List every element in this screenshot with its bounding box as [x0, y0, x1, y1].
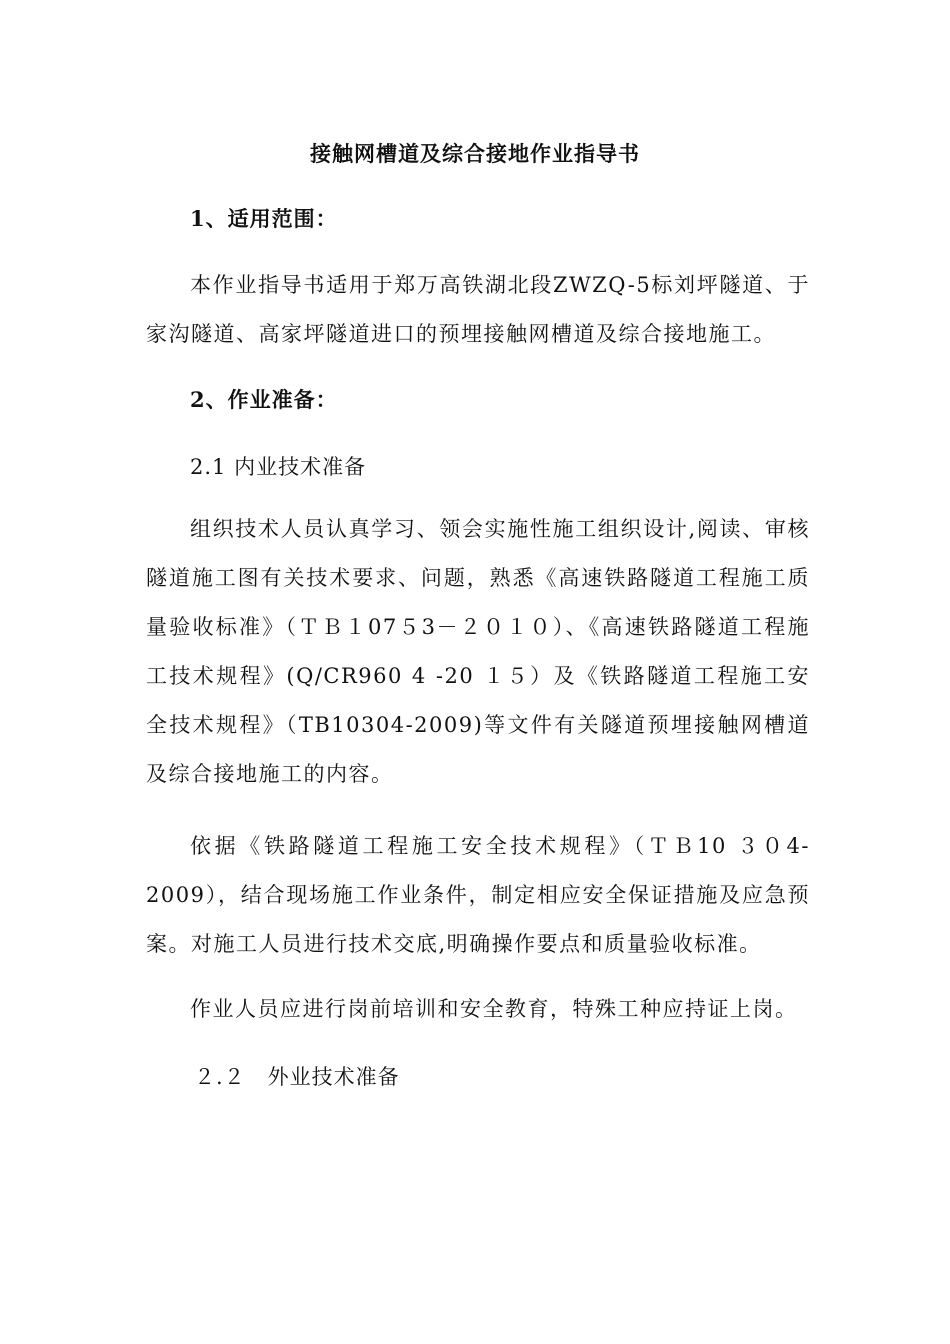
section-2-heading: 2、作业准备： [190, 387, 338, 412]
section-2-2-heading: ２.２ 外业技术准备 [194, 1065, 400, 1089]
section-2-1-paragraph-3: 作业人员应进行岗前培训和安全教育，特殊工种应持证上岗。 [190, 997, 798, 1021]
document-title: 接触网槽道及综合接地作业指导书 [310, 141, 640, 166]
section-1-heading: 1、适用范围： [190, 206, 338, 231]
section-1-paragraph: 本作业指导书适用于郑万高铁湖北段ZWZQ-5标刘坪隧道、于家沟隧道、高家坪隧道进口的预埋接触网槽道及综合接地施工。 [146, 273, 810, 346]
section-2-1-paragraph-1: 组织技术人员认真学习、领会实施性施工组织设计,阅读、审核隧道施工图有关技术要求、问题，熟悉《高速铁路隧道工程施工质量验收标准》（ＴＢ１07５3－２０１０）、《高速铁路隧道工程施工技术规程》(Q/CR960 4 -20 １５）及《铁路隧道工程施工安全技术规程》（TB10304-2009)等文件有关隧道预埋接触网槽道及综合接地施工的内容。 [146, 517, 810, 786]
section-2-1-heading: 2.1 内业技术准备 [190, 455, 367, 479]
section-2-1-paragraph-2: 依据《铁路隧道工程施工安全技术规程》（ＴＢ10 ３０4-2009），结合现场施工作业条件，制定相应安全保证措施及应急预案。对施工人员进行技术交底,明确操作要点和质量验收标准。 [146, 834, 810, 956]
